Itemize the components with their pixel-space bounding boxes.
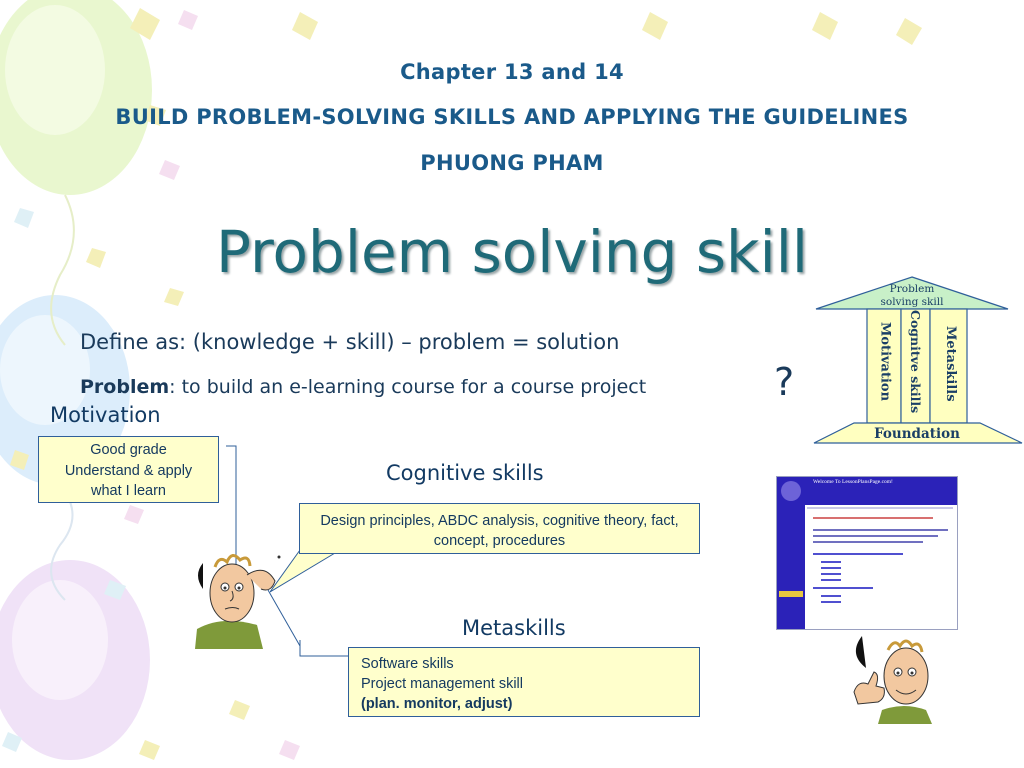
- author-name: PHUONG PHAM: [420, 151, 604, 175]
- cognitive-callout: Design principles, ABDC analysis, cognitive theory, fact, concept, procedures: [299, 503, 700, 554]
- roof-line: solving skill: [880, 296, 944, 308]
- cognitive-label: Cognitive skills: [386, 461, 544, 485]
- slide-title: Problem solving skill: [216, 218, 808, 286]
- metaskills-bold-line: (plan. monitor, adjust): [361, 696, 513, 712]
- metaskills-line: Project management skill: [361, 676, 523, 692]
- motivation-line: what I learn: [91, 483, 166, 499]
- motivation-line: Good grade: [90, 442, 167, 458]
- definition-text: Define as: (knowledge + skill) – problem = solution: [80, 330, 620, 354]
- problem-text: : to build an e-learning course for a course project: [169, 376, 647, 398]
- chapter-heading: Chapter 13 and 14: [400, 60, 624, 84]
- pillar-metaskills: Metaskills: [943, 326, 958, 402]
- foundation-label: Foundation: [874, 426, 960, 442]
- metaskills-line: Software skills: [361, 656, 454, 672]
- subtitle-heading: BUILD PROBLEM-SOLVING SKILLS AND APPLYING THE GUIDELINES: [115, 105, 909, 129]
- motivation-label: Motivation: [50, 403, 161, 427]
- motivation-line: Understand & apply: [64, 462, 193, 479]
- problem-label: Problem: [80, 376, 170, 398]
- roof-line: Problem: [889, 283, 935, 295]
- question-mark: ?: [774, 360, 795, 404]
- metaskills-callout: [348, 647, 700, 717]
- metaskills-label: Metaskills: [462, 616, 566, 640]
- website-heading: Welcome To LessonPlansPage.com!: [813, 479, 893, 485]
- thinking-man-illustration: [195, 545, 300, 650]
- website-thumbnail: [776, 476, 958, 630]
- problem-statement: [80, 376, 646, 398]
- thumbs-up-man-illustration: [848, 632, 948, 724]
- motivation-callout: [38, 436, 219, 503]
- pillar-cognitive: Cognitve skills: [908, 310, 923, 414]
- roof-label: [852, 283, 972, 309]
- pillar-motivation: Motivation: [877, 322, 893, 402]
